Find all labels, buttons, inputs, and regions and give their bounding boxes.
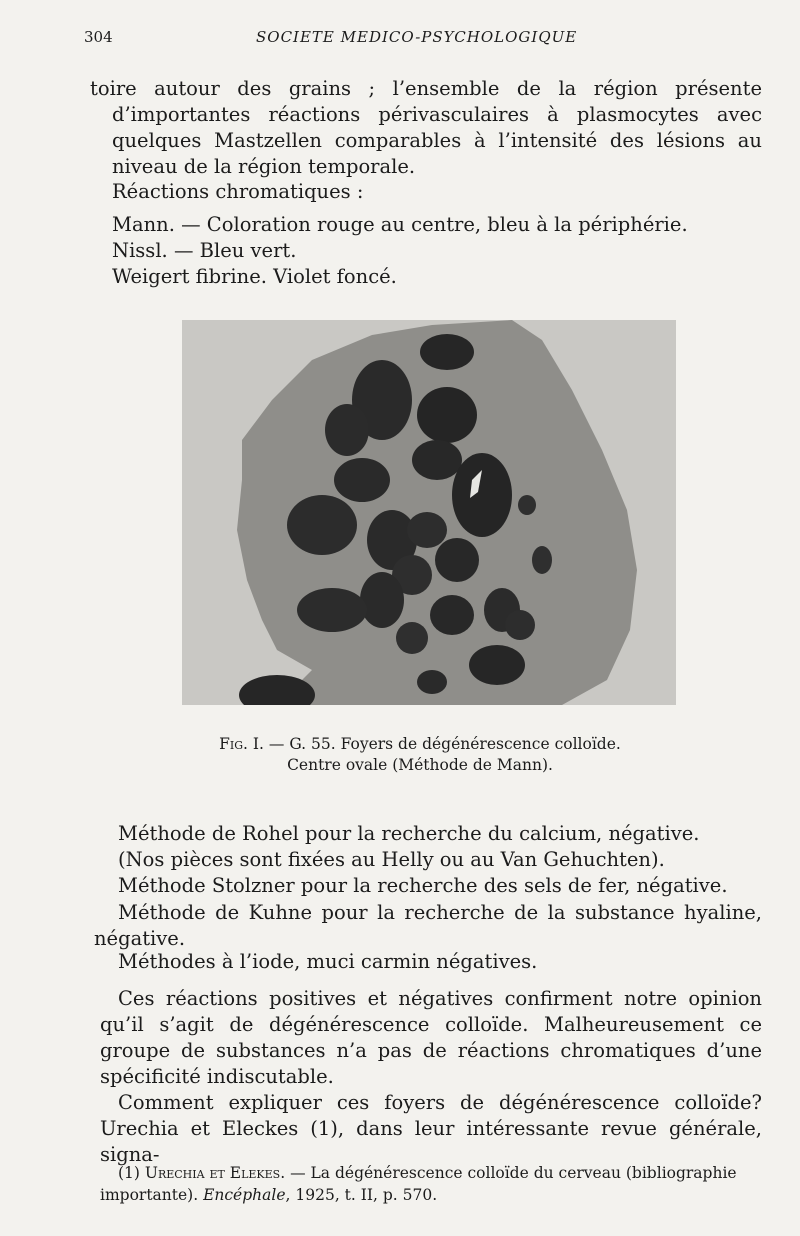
figure-caption bbox=[150, 734, 690, 776]
footnote bbox=[100, 1162, 762, 1206]
reaction-item-weigert: Weigert fibrine. Violet foncé. bbox=[112, 265, 397, 288]
footnote-text: — La dégénérescence colloïde du cerveau (bibliographie importante). bbox=[100, 1164, 737, 1204]
method-fixation-note: (Nos pièces sont fixées au Helly ou au Van Gehuchten). bbox=[118, 848, 665, 871]
reaction-item-mann: Mann. — Coloration rouge au centre, bleu à la périphérie. bbox=[112, 213, 688, 236]
micrograph-figure bbox=[182, 320, 676, 705]
page-header bbox=[84, 28, 760, 52]
figure-label: Fig. I. bbox=[219, 735, 264, 753]
reactions-heading: Réactions chromatiques : bbox=[112, 180, 364, 203]
running-title: SOCIETE MEDICO-PSYCHOLOGIQUE bbox=[256, 28, 578, 46]
footnote-journal: Encéphale bbox=[203, 1186, 286, 1204]
page-number: 304 bbox=[84, 28, 113, 46]
reaction-item-nissl: Nissl. — Bleu vert. bbox=[112, 239, 297, 262]
method-stolzner: Méthode Stolzner pour la recherche des sels de fer, négative. bbox=[118, 874, 728, 897]
method-kuhne: Méthode de Kuhne pour la recherche de la substance hyaline, négative. bbox=[94, 901, 762, 950]
footnote-marker: (1) bbox=[118, 1164, 145, 1182]
paragraph-confirmation: Ces réactions positives et négatives confirment notre opinion qu’il s’agit de dégénérescence colloïde. Malheureusement ce groupe de substances n’a pas de réactions chromatiques d’une spécificité indiscutable. bbox=[100, 987, 762, 1088]
paragraph-explanation: Comment expliquer ces foyers de dégénérescence colloïde? Urechia et Eleckes (1), dans leur intéressante revue générale, signa- bbox=[100, 1091, 762, 1166]
method-rohel: Méthode de Rohel pour la recherche du calcium, négative. bbox=[118, 822, 700, 845]
figure-caption-line-2: Centre ovale (Méthode de Mann). bbox=[287, 756, 553, 774]
figure-caption-line-1: Fig. I. — G. 55. Foyers de dégénérescence colloïde. bbox=[219, 735, 621, 753]
method-iode: Méthodes à l’iode, muci carmin négatives. bbox=[118, 950, 538, 973]
footnote-authors: Urechia et Elekes. bbox=[144, 1164, 286, 1182]
micrograph-image bbox=[182, 320, 676, 705]
footnote-ref: , 1925, t. II, p. 570. bbox=[285, 1186, 438, 1204]
top-paragraph: toire autour des grains ; l’ensemble de la région présente d’importantes réactions périvasculaires à plasmocytes avec quelques Mastzellen comparables à l’intensité des lésions au niveau de la région temporale. bbox=[90, 77, 762, 178]
